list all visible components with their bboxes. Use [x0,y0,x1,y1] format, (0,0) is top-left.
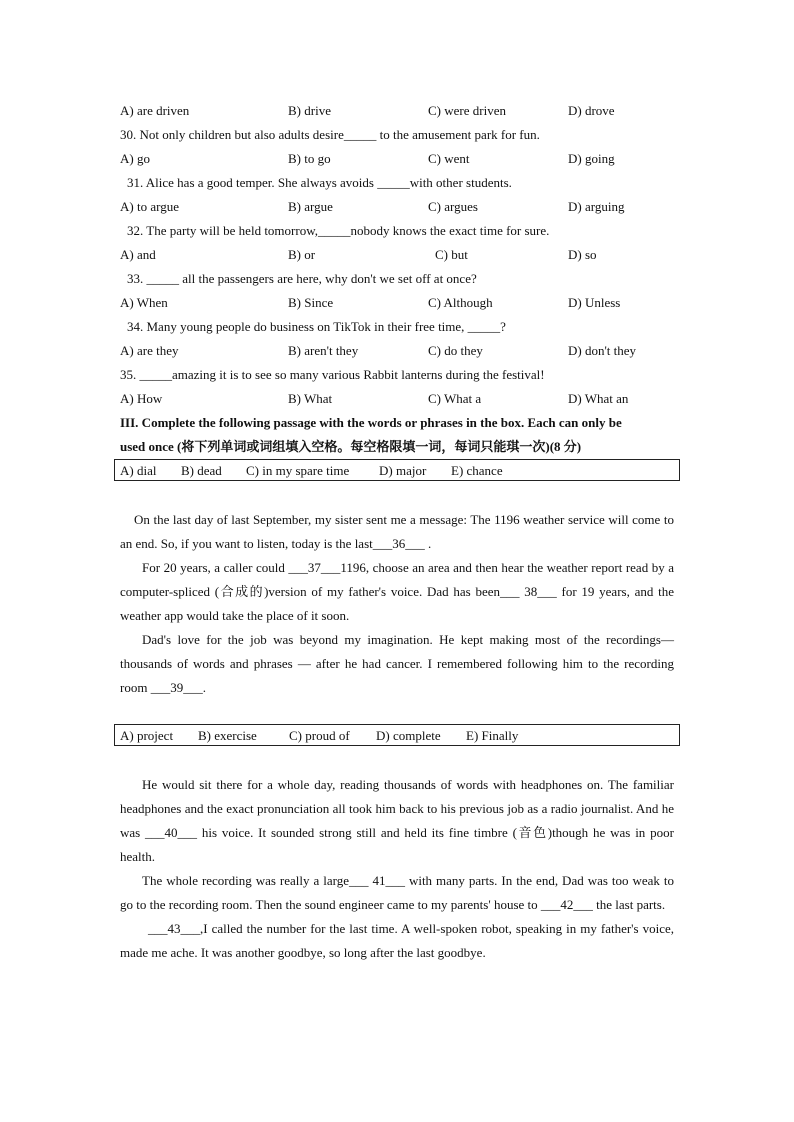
paragraph: He would sit there for a whole day, reading thousands of words with headphones on. The familiar headphones and the exact pronunciation all took him back to his previous job as a radio journalist. And he was ___40___ his voice. It sounded strong still and held its fine timbre (音色)though he was in poor health. [120,777,674,864]
section-heading: III. Complete the following passage with the words or phrases in the box. Each can only be [120,415,622,430]
word-box-item: C) in my spare time [246,463,350,478]
question-35-options [120,390,680,408]
passage-part-1 [120,508,674,700]
paragraph: For 20 years, a caller could ___37___1196, choose an area and then hear the weather report read by a computer-spliced (合成的)version of my father's voice. Dad has been___ 38___ for 19 years, and the weather app would take the place of it soon. [120,560,674,623]
section-heading-continued: used once (将下列单词或词组填入空格。每空格限填一词，每词只能琪一次)(8 分) [120,439,582,454]
word-box-item: E) Finally [466,728,519,743]
word-box-item: C) proud of [289,728,350,743]
question-33-stem: 33. _____ all the passengers are here, why don't we set off at once? [127,271,477,286]
option-a: A) go [120,151,150,166]
option-c: C) went [428,151,470,166]
option-c: C) but [435,247,468,262]
word-box-item: B) dead [181,463,222,478]
option-d: D) drove [568,103,615,118]
option-a: A) How [120,391,163,406]
word-box-item: A) dial [120,463,157,478]
option-a: A) to argue [120,199,179,214]
word-box-item: D) complete [376,728,441,743]
question-34-options [120,342,680,360]
option-c: C) Although [428,295,493,310]
option-a: A) are they [120,343,179,358]
word-box-item: E) chance [451,463,503,478]
option-b: B) aren't they [288,343,359,358]
paragraph: ___43___,I called the number for the last time. A well-spoken robot, speaking in my father's voice, made me ache. It was another goodbye, so long after the last goodbye. [120,921,674,960]
question-34-stem: 34. Many young people do business on TikTok in their free time, _____? [127,319,506,334]
question-31-options [120,198,680,216]
option-b: B) or [288,247,316,262]
option-a: A) are driven [120,103,190,118]
question-30-stem: 30. Not only children but also adults desire_____ to the amusement park for fun. [120,127,540,142]
option-d: D) going [568,151,615,166]
question-32-stem: 32. The party will be held tomorrow,_____nobody knows the exact time for sure. [127,223,550,238]
word-box [114,459,680,481]
word-box-item: D) major [379,463,427,478]
option-c: C) were driven [428,103,506,118]
q29-options [120,102,680,120]
passage-part-2 [120,773,674,965]
option-c: C) argues [428,199,478,214]
paragraph: On the last day of last September, my sister sent me a message: The 1196 weather service will come to an end. So, if you want to listen, today is the last___36___ . [120,512,674,551]
option-d: D) arguing [568,199,625,214]
paragraph: The whole recording was really a large___ 41___ with many parts. In the end, Dad was too weak to go to the recording room. Then the sound engineer came to my parents' house to ___42___ the last parts. [120,873,674,912]
question-33-options [120,294,680,312]
question-30-options [120,150,680,168]
option-b: B) Since [288,295,334,310]
option-a: A) and [120,247,156,262]
option-c: C) What a [428,391,482,406]
question-32-options [120,246,680,264]
question-31-stem: 31. Alice has a good temper. She always avoids _____with other students. [127,175,512,190]
question-35-stem: 35. _____amazing it is to see so many various Rabbit lanterns during the festival! [120,367,545,382]
option-d: D) so [568,247,597,262]
option-a: A) When [120,295,168,310]
option-b: B) to go [288,151,331,166]
word-box [114,724,680,746]
paragraph: Dad's love for the job was beyond my imagination. He kept making most of the recordings—thousands of words and phrases — after he had cancer. I remembered following him to the recording room ___39___. [120,632,674,695]
option-c: C) do they [428,343,483,358]
option-d: D) Unless [568,295,621,310]
word-box-item: A) project [120,728,174,743]
option-d: D) don't they [568,343,637,358]
option-d: D) What an [568,391,629,406]
option-b: B) argue [288,199,333,214]
option-b: B) What [288,391,333,406]
word-box-item: B) exercise [198,728,257,743]
option-b: B) drive [288,103,331,118]
